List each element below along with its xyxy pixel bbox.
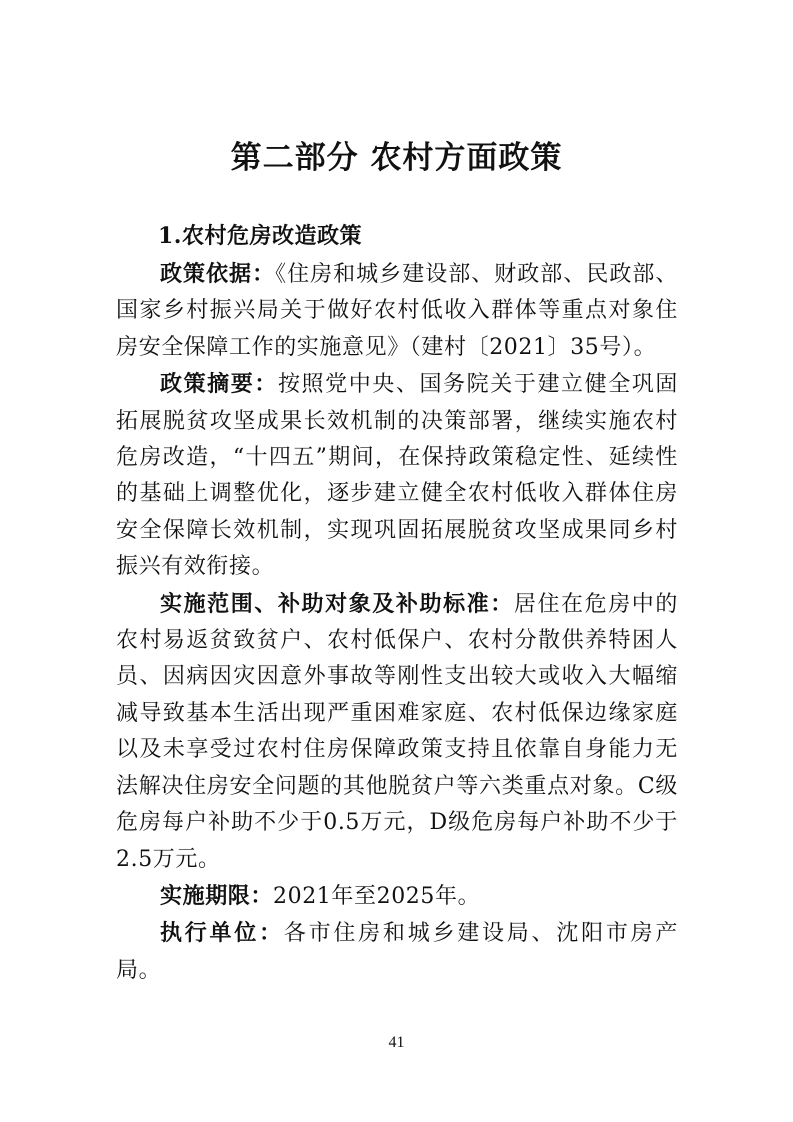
paragraph-policy-summary: [116, 366, 678, 585]
part-title: 第二部分 农村方面政策: [230, 140, 563, 176]
paragraph-label: 实施期限：: [160, 882, 274, 909]
section-heading: 1.农村危房改造政策: [158, 223, 362, 249]
paragraph-text: 按照党中央、国务院关于建立健全巩固拓展脱贫攻坚成果长效机制的决策部署，继续实施农村危房改造，“十四五”期间，在保持政策稳定性、延续性的基础上调整优化，逐步建立健全农村低收入群体住房安全保障长效机制，实现巩固拓展脱贫攻坚成果同乡村振兴有效衔接。: [116, 372, 678, 580]
paragraph-text: 2021年至2025年。: [273, 883, 481, 909]
paragraph-period: [116, 878, 678, 915]
paragraph-scope-and-standards: [116, 586, 678, 878]
paragraph-text: 各市住房和城乡建设局、沈阳市房产局。: [116, 921, 678, 983]
paragraph-label: 政策依据：: [160, 261, 276, 287]
paragraph-label: 执行单位：: [160, 920, 284, 947]
paragraph-text: 居住在危房中的农村易返贫致贫户、农村低保户、农村分散供养特困人员、因病因灾因意外事故等刚性支出较大或收入大幅缩减导致基本生活出现严重困难家庭、农村低保边缘家庭以及未享受过农村住房保障政策支持且依靠自身能力无法解决住房安全问题的其他脱贫户等六类重点对象。C级危房每户补助不少于0.5万元，D级危房每户补助不少于2.5万元。: [116, 591, 678, 872]
paragraph-label: 政策摘要：: [160, 371, 278, 398]
paragraph-executing-units: [116, 915, 678, 989]
page-number: 41: [388, 1034, 405, 1051]
paragraph-policy-basis: [116, 256, 678, 366]
paragraph-label: 实施范围、补助对象及补助标准：: [160, 590, 514, 617]
section-body: [116, 256, 678, 989]
paragraph-text: 《住房和城乡建设部、财政部、民政部、国家乡村振兴局关于做好农村低收入群体等重点对象住房安全保障工作的实施意见》（建村〔2021〕35号）。: [116, 262, 678, 360]
